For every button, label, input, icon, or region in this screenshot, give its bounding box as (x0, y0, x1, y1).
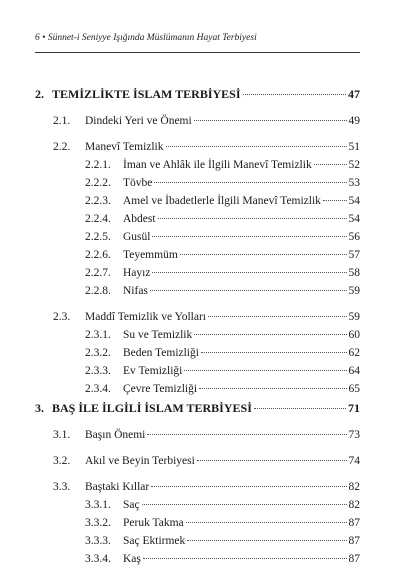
toc-entry-title: Gusül (123, 231, 151, 243)
toc-entry-title: Beden Temizliği (123, 347, 199, 359)
toc-entry[interactable] (35, 452, 360, 470)
dot-leader (186, 522, 347, 523)
toc-entry-number: 2.2.8. (85, 285, 111, 297)
toc-entry[interactable] (35, 550, 360, 568)
toc-entry-number: 2.2.7. (85, 267, 111, 279)
toc-entry-title: TEMİZLİKTE İSLAM TERBİYESİ (52, 87, 241, 101)
toc-entry-number: 3.1. (53, 429, 71, 441)
toc-entry-title: Saç Ektirmek (123, 535, 186, 547)
toc-entry[interactable] (35, 380, 360, 398)
dot-leader (208, 316, 346, 317)
section-gap (35, 444, 360, 452)
toc-entry[interactable] (35, 398, 360, 418)
toc-entry-title: Akıl ve Beyin Terbiyesi (85, 455, 195, 467)
dot-leader (201, 352, 347, 353)
toc-entry-title: Maddî Temizlik ve Yolları (85, 311, 207, 323)
toc-entry-number: 3.3.1. (85, 499, 111, 511)
toc-entry-page: 60 (348, 329, 360, 341)
toc-entry[interactable] (35, 156, 360, 174)
toc-entry[interactable] (35, 174, 360, 192)
toc-entry-number: 2.3.3. (85, 365, 111, 377)
toc-entry-number: 2.3.2. (85, 347, 111, 359)
toc-entry[interactable] (35, 210, 360, 228)
toc-entry[interactable] (35, 138, 360, 156)
dot-leader (150, 290, 347, 291)
toc-entry[interactable] (35, 426, 360, 444)
toc-entry-number: 2.2.5. (85, 231, 111, 243)
toc-entry-page: 87 (348, 535, 360, 547)
toc-entry-title: Nifas (123, 285, 148, 297)
toc-entry-number: 2.2.6. (85, 249, 111, 261)
toc-entry-page: 59 (348, 311, 360, 323)
toc-entry-number: 3.3.3. (85, 535, 111, 547)
toc-entry[interactable] (35, 344, 360, 362)
toc-entry[interactable] (35, 326, 360, 344)
toc-entry[interactable] (35, 478, 360, 496)
dot-leader (143, 558, 347, 559)
toc-entry-page: 65 (348, 383, 360, 395)
toc-entry-title: Abdest (123, 213, 156, 225)
dot-leader (187, 540, 346, 541)
toc-entry-title: Amel ve İbadetlerle İlgili Manevî Temizlik (123, 195, 321, 207)
toc-entry-page: 59 (348, 285, 360, 297)
section-gap (35, 418, 360, 426)
running-header: 6 • Sünnet-i Seniyye Işığında Müslümanın Hayat Terbiyesi (35, 33, 257, 43)
toc-entry-title: BAŞ İLE İLGİLİ İSLAM TERBİYESİ (52, 401, 252, 415)
toc-entry-title: Peruk Takma (123, 517, 184, 529)
toc-entry[interactable] (35, 228, 360, 246)
toc-entry[interactable] (35, 282, 360, 300)
toc-entry[interactable] (35, 246, 360, 264)
dot-leader (199, 388, 346, 389)
toc-entry-page: 53 (348, 177, 360, 189)
dot-leader (184, 370, 346, 371)
toc-entry[interactable] (35, 84, 360, 104)
toc-entry-title: Başın Önemi (85, 429, 146, 441)
toc-entry-title: Hayız (123, 267, 151, 279)
dot-leader (151, 486, 346, 487)
toc-entry[interactable] (35, 496, 360, 514)
dot-leader (197, 460, 347, 461)
section-gap (35, 300, 360, 308)
header-rule (35, 52, 360, 53)
dot-leader (152, 236, 346, 237)
toc-entry-title: Manevî Temizlik (85, 141, 164, 153)
dot-leader (194, 120, 347, 121)
toc-entry[interactable] (35, 308, 360, 326)
dot-leader (158, 218, 347, 219)
toc-entry-title: Ev Temizliği (123, 365, 183, 377)
toc-entry-page: 54 (348, 213, 360, 225)
toc-entry-number: 2.2.1. (85, 159, 111, 171)
toc-entry[interactable] (35, 532, 360, 550)
toc-entry-page: 49 (348, 115, 360, 127)
toc-entry-title: Baştaki Kıllar (85, 481, 150, 493)
toc-entry[interactable] (35, 192, 360, 210)
section-gap (35, 130, 360, 138)
toc-entry-page: 73 (348, 429, 360, 441)
toc-entry-number: 2.2. (53, 141, 71, 153)
toc-entry-page: 62 (348, 347, 360, 359)
toc-entry-number: 3.2. (53, 455, 71, 467)
toc-entry[interactable] (35, 362, 360, 380)
toc-entry-page: 87 (348, 553, 360, 565)
table-of-contents (35, 84, 360, 568)
toc-entry-title: Tövbe (123, 177, 153, 189)
toc-entry-page: 87 (348, 517, 360, 529)
toc-entry-number: 2.2.2. (85, 177, 111, 189)
toc-entry-page: 82 (348, 499, 360, 511)
toc-entry[interactable] (35, 264, 360, 282)
toc-entry-page: 64 (348, 365, 360, 377)
toc-entry[interactable] (35, 514, 360, 532)
toc-entry-title: Saç (123, 499, 140, 511)
toc-entry-number: 3.3.2. (85, 517, 111, 529)
section-gap (35, 104, 360, 112)
toc-entry-title: Kaş (123, 553, 141, 565)
toc-entry-page: 71 (348, 401, 360, 415)
dot-leader (142, 504, 347, 505)
toc-entry-page: 52 (348, 159, 360, 171)
toc-entry-title: İman ve Ahlâk ile İlgili Manevî Temizlik (123, 159, 312, 171)
dot-leader (154, 182, 346, 183)
toc-entry-page: 74 (348, 455, 360, 467)
toc-entry-page: 58 (348, 267, 360, 279)
toc-entry-number: 2.2.4. (85, 213, 111, 225)
toc-entry-page: 47 (348, 87, 360, 101)
toc-entry-number: 2. (35, 87, 44, 101)
toc-entry-page: 56 (348, 231, 360, 243)
toc-entry-page: 51 (348, 141, 360, 153)
toc-entry-title: Teyemmüm (123, 249, 178, 261)
dot-leader (180, 254, 347, 255)
dot-leader (152, 272, 346, 273)
toc-entry-page: 54 (348, 195, 360, 207)
dot-leader (314, 164, 347, 165)
toc-entry-number: 2.3.1. (85, 329, 111, 341)
toc-entry-number: 2.2.3. (85, 195, 111, 207)
section-gap (35, 470, 360, 478)
dot-leader (254, 408, 346, 409)
toc-entry-number: 3.3. (53, 481, 71, 493)
dot-leader (147, 434, 346, 435)
dot-leader (323, 200, 347, 201)
toc-entry-title: Su ve Temizlik (123, 329, 193, 341)
toc-entry-number: 2.1. (53, 115, 71, 127)
dot-leader (194, 334, 346, 335)
toc-entry-number: 3.3.4. (85, 553, 111, 565)
toc-entry[interactable] (35, 112, 360, 130)
toc-entry-title: Çevre Temizliği (123, 383, 198, 395)
toc-entry-number: 2.3. (53, 311, 71, 323)
toc-entry-number: 3. (35, 401, 44, 415)
toc-entry-number: 2.3.4. (85, 383, 111, 395)
toc-entry-page: 82 (348, 481, 360, 493)
dot-leader (166, 146, 347, 147)
dot-leader (243, 94, 346, 95)
toc-entry-page: 57 (348, 249, 360, 261)
toc-entry-title: Dindeki Yeri ve Önemi (85, 115, 192, 127)
